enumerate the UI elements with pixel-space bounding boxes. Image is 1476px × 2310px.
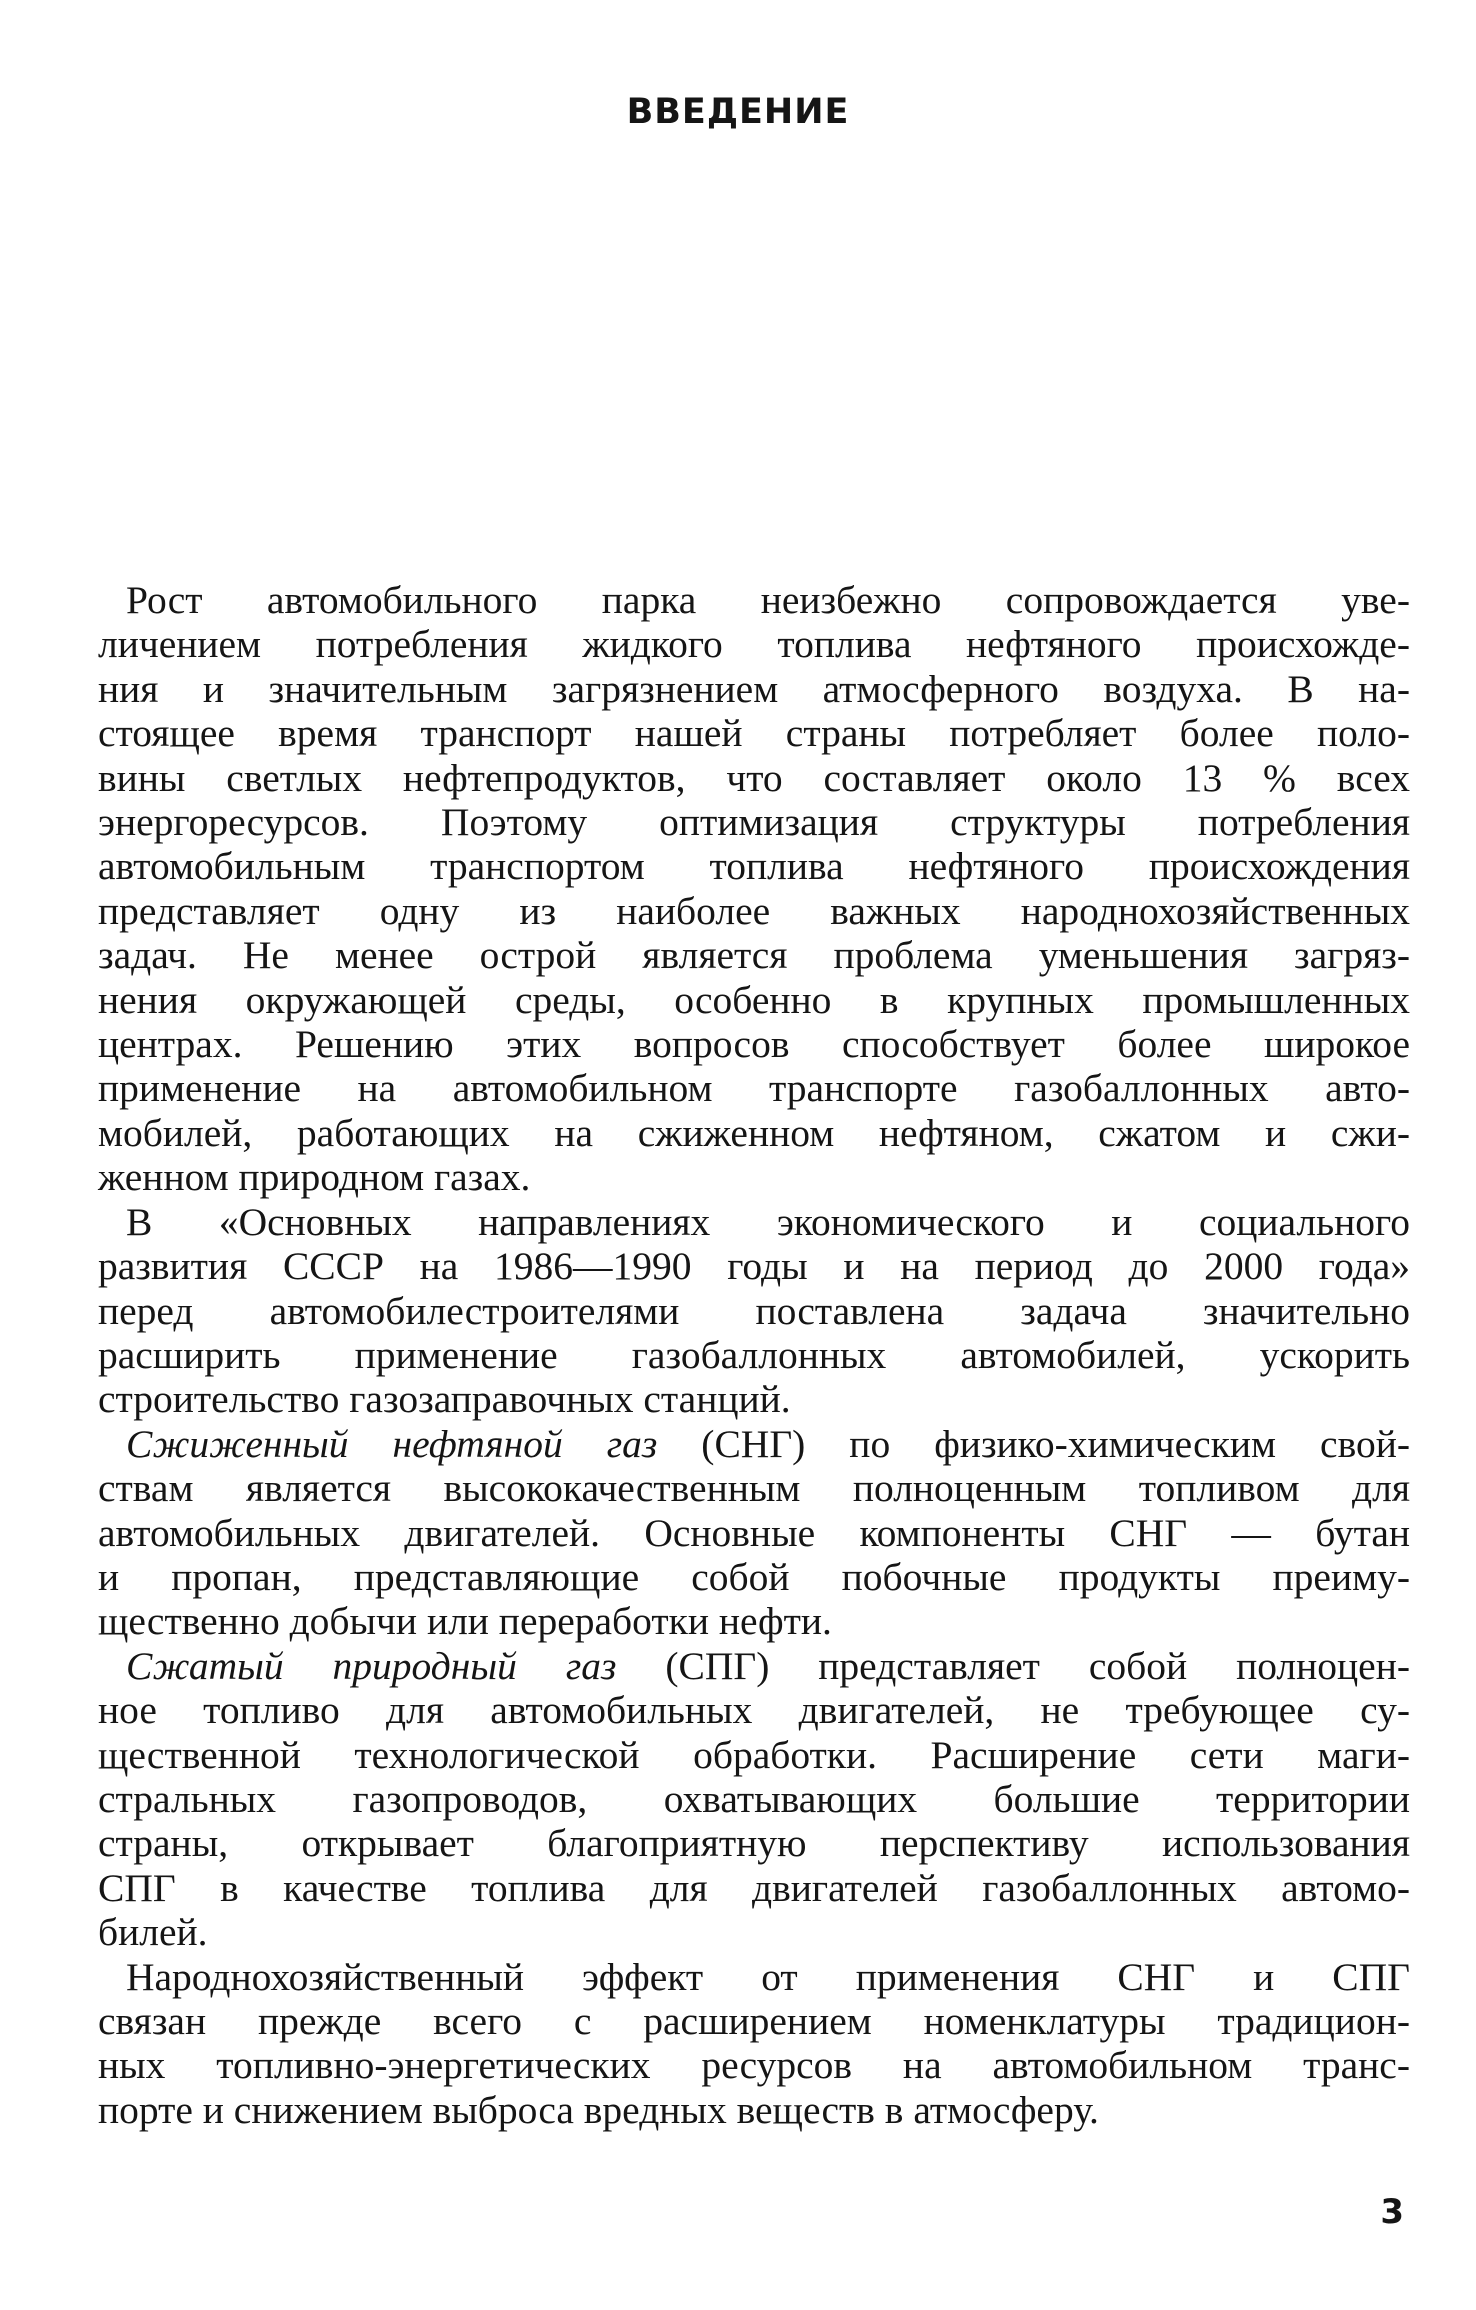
text-line: ных топливно-энергетических ресурсов на автомобильном транс- [98,2043,1410,2088]
text-line: применение на автомобильном транспорте газобаллонных авто- [98,1066,1410,1111]
text-line: энергоресурсов. Поэтому оптимизация структуры потребления [98,800,1410,845]
text-line: стоящее время транспорт нашей страны потребляет более поло- [98,711,1410,756]
paragraph-cng [98,1644,1410,1955]
paragraph-directions [98,1200,1410,1422]
text-line: ствам является высококачественным полноценным топливом для [98,1466,1410,1511]
body-text [98,578,1410,2132]
text-line: страны, открывает благоприятную перспективу использования [98,1821,1410,1866]
paragraph-effect [98,1955,1410,2133]
text-line: нения окружающей среды, особенно в крупных промышленных [98,977,1410,1022]
text-line: перед автомобилестроителями поставлена задача значительно [98,1288,1410,1333]
text-line: В «Основных направлениях экономического и социального [126,1199,1410,1244]
text-line: билей. [98,1910,208,1955]
page-title: ВВЕДЕНИЕ [626,92,850,132]
text-line: ния и значительным загрязнением атмосферного воздуха. В на- [98,666,1410,711]
term-cng: Сжатый природный газ [126,1643,617,1688]
text-line: личением потребления жидкого топлива нефтяного происхожде- [98,622,1410,667]
text-line: и пропан, представляющие собой побочные продукты преиму- [98,1554,1410,1599]
paragraph-lpg [98,1422,1410,1644]
text-line: щественной технологической обработки. Расширение сети маги- [98,1732,1410,1777]
text-line: связан прежде всего с расширением номенклатуры традицион- [98,1999,1410,2043]
text-line: Рост автомобильного парка неизбежно сопровождается уве- [126,578,1410,622]
text-line: Народнохозяйственный эффект от применения СНГ и СПГ [126,1954,1410,1999]
text-line: стральных газопроводов, охватывающих большие территории [98,1776,1410,1821]
text-line: вины светлых нефтепродуктов, что составляет около 13 % всех [98,755,1410,800]
term-lpg: Сжиженный нефтяной газ [126,1421,658,1466]
text-line: СПГ в качестве топлива для двигателей газобаллонных автомо- [98,1865,1410,1910]
text-line: ное топливо для автомобильных двигателей, не требующее су- [98,1688,1410,1733]
text-line: автомобильных двигателей. Основные компоненты СНГ — бутан [98,1510,1410,1555]
text-line: представляет одну из наиболее важных народнохозяйственных [98,888,1410,933]
text-line-rest: (СНГ) по физико-химическим свой- [657,1421,1410,1466]
paragraph-intro [98,578,1410,1200]
text-line: автомобильным транспортом топлива нефтяного происхождения [98,844,1410,889]
text-line: расширить применение газобаллонных автомобилей, ускорить [98,1332,1410,1377]
text-line: мобилей, работающих на сжиженном нефтяном, сжатом и сжи- [98,1110,1410,1155]
text-line-rest: (СПГ) представляет собой полноцен- [616,1643,1410,1688]
text-line [98,1422,1410,1466]
text-line: центрах. Решению этих вопросов способствует более широкое [98,1022,1410,1067]
text-line: щественно добычи или переработки нефти. [98,1599,832,1644]
text-line: развития СССР на 1986—1990 годы и на период до 2000 года» [98,1244,1410,1289]
text-line [98,1644,1410,1688]
text-line: порте и снижением выброса вредных веществ в атмосферу. [98,2087,1099,2132]
text-line: задач. Не менее острой является проблема уменьшения загряз- [98,933,1410,978]
page-number: 3 [1380,2192,1404,2232]
text-line: женном природном газах. [98,1155,531,1200]
text-line: строительство газозаправочных станций. [98,1377,791,1422]
